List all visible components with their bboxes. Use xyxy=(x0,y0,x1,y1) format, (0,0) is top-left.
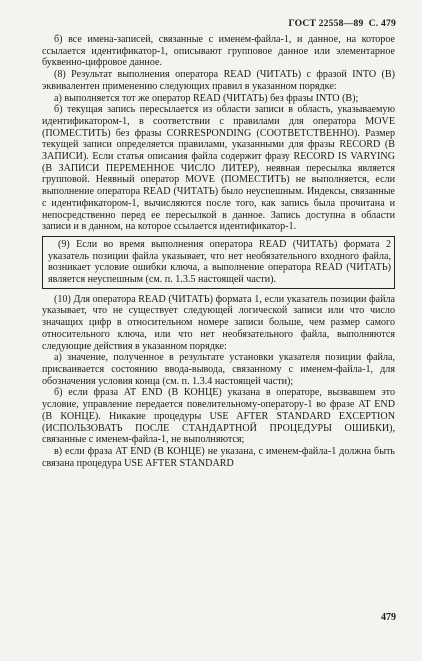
paragraph: а) значение, полученное в результате установки указателя позиции файла, присваивается состоянию ввода-вывода, связанному с именем-файла-1, для обозначения условия конца (см. п. 1.3.4 настоящей части); xyxy=(42,352,395,387)
document-body xyxy=(42,34,395,469)
boxed-paragraph: (9) Если во время выполнения оператора READ (ЧИТАТЬ) формата 2 указатель позиции файла указывает, что нет необязательного входного файла, возникает условие ошибки ключа, а выполнение оператора READ (ЧИТАТЬ) является неуспешным (см. п. 1.3.5 настоящей части). xyxy=(48,238,391,286)
boxed-paragraph-frame xyxy=(42,236,395,289)
paragraph: б) текущая запись пересылается из области записи в область, указываемую идентификатором-1, в соответствии с правилами для оператора MOVE (ПОМЕСТИТЬ) без фразы CORRESPONDING (СООТВЕТСТВЕННО). Размер текущей записи определяется правилами, указанными для фразы RECORD (В ЗАПИСИ). Если статья описания файла содержит фразу RECORD IS VARYING (В ЗАПИСИ ПЕРЕМЕННОЕ ЧИСЛО ЛИТЕР), неявная пересылка является групповой. Неявный оператор MOVE (ПОМЕСТИТЬ) не выполняется, если выполнение оператора READ (ЧИТАТЬ) было неуспешным. Индексы, связанные с идентификатором-1, вычисляются после того, как запись была прочитана и непосредственно перед ее пересылкой в данное. Запись доступна в области записи и в данном, на которое ссылается идентификатор-1. xyxy=(42,104,395,233)
paragraph: (10) Для оператора READ (ЧИТАТЬ) формата 1, если указатель позиции файла указывает, что не существует следующей логической записи или что число значащих цифр в относительном номере записи больше, чем размер самого относительного ключа, или что нет необязательного файла, выполняются следующие действия в указанном порядке: xyxy=(42,293,395,352)
paragraph: а) выполняется тот же оператор READ (ЧИТАТЬ) без фразы INTO (В); xyxy=(54,92,359,104)
page-number: 479 xyxy=(381,612,396,623)
paragraph: б) если фраза AT END (В КОНЦЕ) указана в операторе, вызвавшем это условие, управление передается повелительному-оператору-1 во фразе AT END (В КОНЦЕ). Никакие процедуры USE AFTER STANDARD EXCEPTION (ИСПОЛЬЗОВАТЬ ПОСЛЕ СТАНДАРТНОЙ ПРОЦЕДУРЫ ОШИБКИ), связанные с именем-файла-1, не выполняются; xyxy=(42,387,395,446)
paragraph: б) все имена-записей, связанные с именем-файла-1, и данное, на которое ссылается идентификатор-1, описывают групповое данное или элементарное буквенно-цифровое данное. xyxy=(42,34,395,69)
header-page-ref: С. 479 xyxy=(368,18,396,29)
paragraph: в) если фраза AT END (В КОНЦЕ) не указана, с именем-файла-1 должна быть связана процедура USE AFTER STANDARD xyxy=(42,445,395,469)
page-header xyxy=(289,18,396,29)
paragraph: (8) Результат выполнения оператора READ (ЧИТАТЬ) с фразой INTO (В) эквивалентен применению следующих правил в указанном порядке: xyxy=(42,69,395,92)
gost-number: ГОСТ 22558—89 xyxy=(288,18,364,29)
